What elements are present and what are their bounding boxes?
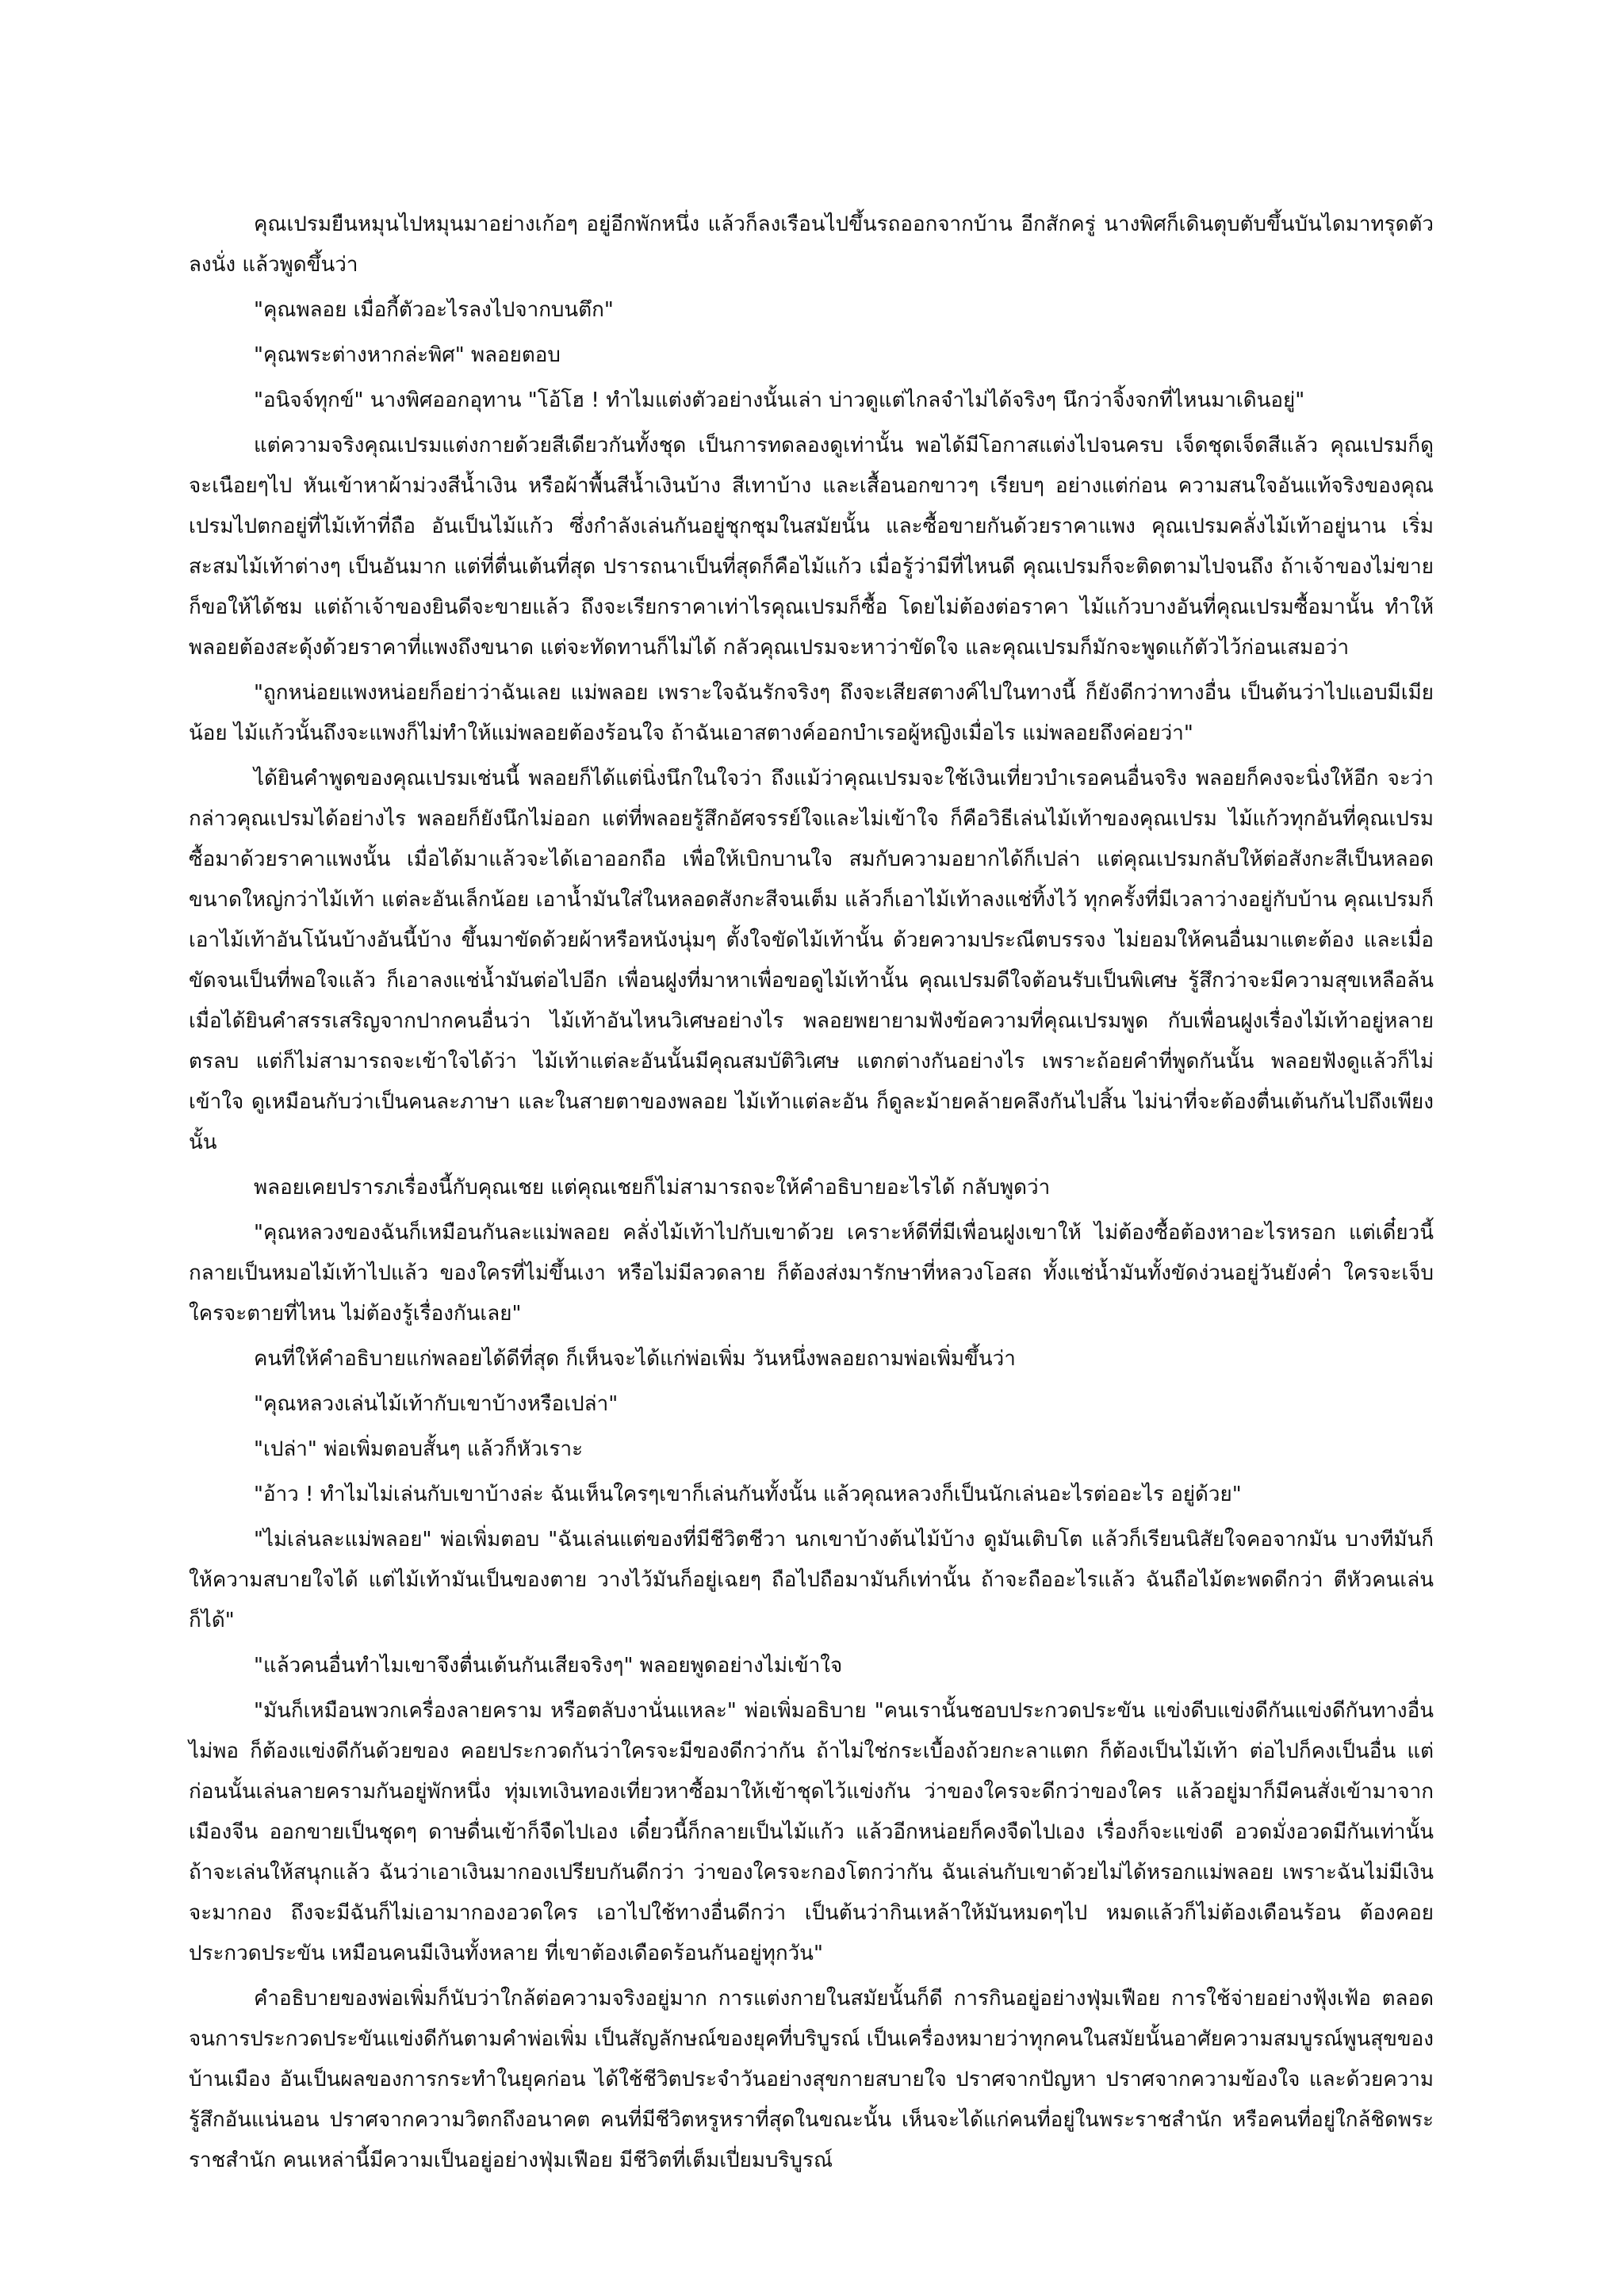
paragraph-11: "คุณหลวงเล่นไม้เท้ากับเขาบ้างหรือเปล่า" [254,1392,619,1416]
paragraph-6: "ถูกหน่อยแพงหน่อยก็อย่าว่าฉันเลย แม่พลอย เพราะใจฉันรักจริงๆ ถึงจะเสียสตางค์ไปในทางนี้ ก็ยังดีกว่าทางอื่น เป็นต้นว่าไปแอบมีเมียน้อย ไม้แก้วนั้นถึงจะแพงก็ไม่ทำให้แม่พลอยต้องร้อนใจ ถ้าฉันเอาสตางค์ออกบำเรอผู้หญิงเมื่อไร แม่พลอยถึงค่อยว่า" [189,681,1434,745]
paragraph-10: คนที่ให้คำอธิบายแก่พลอยได้ดีที่สุด ก็เห็นจะได้แก่พ่อเพิ่ม วันหนึ่งพลอยถามพ่อเพิ่มขึ้นว่า [254,1347,1016,1371]
paragraph-3: "คุณพระต่างหากล่ะพิศ" พลอยตอบ [254,343,561,367]
paragraph-2: "คุณพลอย เมื่อกี้ตัวอะไรลงไปจากบนตึก" [254,298,614,322]
paragraph-15: "แล้วคนอื่นทำไมเขาจึงตื่นเต้นกันเสียจริงๆ" พลอยพูดอย่างไม่เข้าใจ [254,1654,843,1678]
paragraph-8: พลอยเคยปรารภเรื่องนี้กับคุณเชย แต่คุณเชยก็ไม่สามารถจะให้คำอธิบายอะไรได้ กลับพูดว่า [254,1176,1051,1200]
body-text [189,205,1434,2181]
paragraph-16: "มันก็เหมือนพวกเครื่องลายคราม หรือตลับงานั่นแหละ" พ่อเพิ่มอธิบาย "คนเรานั้นชอบประกวดประขัน แข่งดีบแข่งดีกันแข่งดีกันทางอื่นไม่พอ ก็ต้องแข่งดีกันด้วยของ คอยประกวดกันว่าใครจะมีของดีกว่ากัน ถ้าไม่ใช่กระเบื้องถ้วยกะลาแตก ก็ต้องเป็นไม้เท้า ต่อไปก็คงเป็นอื่น แต่ก่อนนั้นเล่นลายครามกันอยู่พักหนึ่ง ทุ่มเทเงินทองเที่ยวหาซื้อมาให้เข้าชุดไว้แข่งกัน ว่าของใครจะดีกว่าของใคร แล้วอยู่มาก็มีคนสั่งเข้ามาจากเมืองจีน ออกขายเป็นชุดๆ ดาษดื่นเข้าก็จืดไปเอง เดี๋ยวนี้ก็กลายเป็นไม้แก้ว แล้วอีกหน่อยก็คงจืดไปเอง เรื่องก็จะแข่งดี อวดมั่งอวดมีกันเท่านั้น ถ้าจะเล่นให้สนุกแล้ว ฉันว่าเอาเงินมากองเปรียบกันดีกว่า ว่าของใครจะกองโตกว่ากัน ฉันเล่นกับเขาด้วยไม่ได้หรอกแม่พลอย เพราะฉันไม่มีเงินจะมากอง ถึงจะมีฉันก็ไม่เอามากองอวดใคร เอาไปใช้ทางอื่นดีกว่า เป็นต้นว่ากินเหล้าให้มันหมดๆไป หมดแล้วก็ไม่ต้องเดือนร้อน ต้องคอยประกวดประขัน เหมือนคนมีเงินทั้งหลาย ที่เขาต้องเดือดร้อนกันอยู่ทุกวัน" [189,1699,1434,1965]
paragraph-14: "ไม่เล่นละแม่พลอย" พ่อเพิ่มตอบ "ฉันเล่นแต่ของที่มีชีวิตชีวา นกเขาบ้างต้นไม้บ้าง ดูมันเติบโต แล้วก็เรียนนิสัยใจคอจากมัน บางทีมันก็ให้ความสบายใจได้ แต่ไม้เท้ามันเป็นของตาย วางไว้มันก็อยู่เฉยๆ ถือไปถือมามันก็เท่านั้น ถ้าจะถืออะไรแล้ว ฉันถือไม้ตะพดดีกว่า ตีหัวคนเล่นก็ได้" [189,1528,1434,1632]
paragraph-7: ได้ยินคำพูดของคุณเปรมเช่นนี้ พลอยก็ได้แต่นิ่งนึกในใจว่า ถึงแม้ว่าคุณเปรมจะใช้เงินเที่ยวบำเรอคนอื่นจริง พลอยก็คงจะนิ่งให้อีก จะว่ากล่าวคุณเปรมได้อย่างไร พลอยก็ยังนึกไม่ออก แต่ที่พลอยรู้สึกอัศจรรย์ใจและไม่เข้าใจ ก็คือวิธีเล่นไม้เท้าของคุณเปรม ไม้แก้วทุกอันที่คุณเปรมซื้อมาด้วยราคาแพงนั้น เมื่อได้มาแล้วจะได้เอาออกถือ เพื่อให้เบิกบานใจ สมกับความอยากได้ก็เปล่า แต่คุณเปรมกลับให้ต่อสังกะสีเป็นหลอด ขนาดใหญ่กว่าไม้เท้า แต่ละอันเล็กน้อย เอาน้ำมันใส่ในหลอดสังกะสีจนเต็ม แล้วก็เอาไม้เท้าลงแช่ทิ้งไว้ ทุกครั้งที่มีเวลาว่างอยู่กับบ้าน คุณเปรมก็เอาไม้เท้าอันโน้นบ้างอันนี้บ้าง ขึ้นมาขัดด้วยผ้าหรือหนังนุ่มๆ ตั้งใจขัดไม้เท้านั้น ด้วยความประณีตบรรจง ไม่ยอมให้คนอื่นมาแตะต้อง และเมื่อขัดจนเป็นที่พอใจแล้ว ก็เอาลงแช่น้ำมันต่อไปอีก เพื่อนฝูงที่มาหาเพื่อขอดูไม้เท้านั้น คุณเปรมดีใจต้อนรับเป็นพิเศษ รู้สึกว่าจะมีความสุขเหลือล้น เมื่อได้ยินคำสรรเสริญจากปากคนอื่นว่า ไม้เท้าอันไหนวิเศษอย่างไร พลอยพยายามฟังข้อความที่คุณเปรมพูด กับเพื่อนฝูงเรื่องไม้เท้าอยู่หลายตรลบ แต่ก็ไม่สามารถจะเข้าใจได้ว่า ไม้เท้าแต่ละอันนั้นมีคุณสมบัติวิเศษ แตกต่างกันอย่างไร เพราะถ้อยคำที่พูดกันนั้น พลอยฟังดูแล้วก็ไม่เข้าใจ ดูเหมือนกับว่าเป็นคนละภาษา และในสายตาของพลอย ไม้เท้าแต่ละอัน ก็ดูละม้ายคล้ายคลึงกันไปสิ้น ไม่น่าที่จะต้องตื่นเต้นกันไปถึงเพียงนั้น [189,767,1434,1154]
paragraph-1: คุณเปรมยืนหมุนไปหมุนมาอย่างเก้อๆ อยู่อีกพักหนึ่ง แล้วก็ลงเรือนไปขึ้นรถออกจากบ้าน อีกสักครู่ นางพิศก็เดินตุบตับขึ้นบันไดมาทรุดตัวลงนั่ง แล้วพูดขึ้นว่า [189,212,1434,277]
paragraph-9: "คุณหลวงของฉันก็เหมือนกันละแม่พลอย คลั่งไม้เท้าไปกับเขาด้วย เคราะห์ดีที่มีเพื่อนฝูงเขาให้ ไม่ต้องซื้อต้องหาอะไรหรอก แต่เดี๋ยวนี้กลายเป็นหมอไม้เท้าไปแล้ว ของใครที่ไม่ขึ้นเงา หรือไม่มีลวดลาย ก็ต้องส่งมารักษาที่หลวงโอสถ ทั้งแช่น้ำมันทั้งขัดง่วนอยู่วันยังค่ำ ใครจะเจ็บใครจะตายที่ไหน ไม่ต้องรู้เรื่องกันเลย" [189,1221,1434,1326]
paragraph-12: "เปล่า" พ่อเพิ่มตอบสั้นๆ แล้วก็หัวเราะ [254,1437,584,1461]
paragraph-4: "อนิจจ์ทุกข์" นางพิศออกอุทาน "โอ้โฮ ! ทำไมแต่งตัวอย่างนั้นเล่า บ่าวดูแต่ไกลจำไม่ได้จริงๆ นึกว่าจิ้งจกที่ไหนมาเดินอยู่" [254,388,1305,412]
paragraph-13: "อ้าว ! ทำไมไม่เล่นกับเขาบ้างล่ะ ฉันเห็นใครๆเขาก็เล่นกันทั้งนั้น แล้วคุณหลวงก็เป็นนักเล่นอะไรต่ออะไร อยู่ด้วย" [254,1483,1242,1506]
paragraph-17: คำอธิบายของพ่อเพิ่มก็นับว่าใกล้ต่อความจริงอยู่มาก การแต่งกายในสมัยนั้นก็ดี การกินอยู่อย่างฟุ่มเฟือย การใช้จ่ายอย่างฟุ้งเฟ้อ ตลอดจนการประกวดประขันแข่งดีกันตามคำพ่อเพิ่ม เป็นสัญลักษณ์ของยุคที่บริบูรณ์ เป็นเครื่องหมายว่าทุกคนในสมัยนั้นอาศัยความสมบูรณ์พูนสุขของบ้านเมือง อันเป็นผลของการกระทำในยุคก่อน ได้ใช้ชีวิตประจำวันอย่างสุขกายสบายใจ ปราศจากปัญหา ปราศจากความข้องใจ และด้วยความรู้สึกอันแน่นอน ปราศจากความวิตกถึงอนาคต คนที่มีชีวิตหรูหราที่สุดในขณะนั้น เห็นจะได้แก่คนที่อยู่ในพระราชสำนัก หรือคนที่อยู่ใกล้ชิดพระราชสำนัก คนเหล่านี้มีความเป็นอยู่อย่างฟุ่มเฟือย มีชีวิตที่เต็มเปี่ยมบริบูรณ์ [189,1987,1434,2172]
paragraph-5: แต่ความจริงคุณเปรมแต่งกายด้วยสีเดียวกันทั้งชุด เป็นการทดลองดูเท่านั้น พอได้มีโอกาสแต่งไปจนครบ เจ็ดชุดเจ็ดสีแล้ว คุณเปรมก็ดูจะเนือยๆไป หันเข้าหาผ้าม่วงสีน้ำเงิน หรือผ้าพื้นสีน้ำเงินบ้าง สีเทาบ้าง และเสื้อนอกขาวๆ เรียบๆ อย่างแต่ก่อน ความสนใจอันแท้จริงของคุณเปรมไปตกอยู่ที่ไม้เท้าที่ถือ อันเป็นไม้แก้ว ซึ่งกำลังเล่นกันอยู่ชุกชุมในสมัยนั้น และซื้อขายกันด้วยราคาแพง คุณเปรมคลั่งไม้เท้าอยู่นาน เริ่มสะสมไม้เท้าต่างๆ เป็นอันมาก แต่ที่ตื่นเต้นที่สุด ปรารถนาเป็นที่สุดก็คือไม้แก้ว เมื่อรู้ว่ามีที่ไหนดี คุณเปรมก็จะติดตามไปจนถึง ถ้าเจ้าของไม่ขายก็ขอให้ได้ชม แต่ถ้าเจ้าของยินดีจะขายแล้ว ถึงจะเรียกราคาเท่าไรคุณเปรมก็ซื้อ โดยไม่ต้องต่อราคา ไม้แก้วบางอันที่คุณเปรมซื้อมานั้น ทำให้พลอยต้องสะดุ้งด้วยราคาที่แพงถึงขนาด แต่จะทัดทานก็ไม่ได้ กลัวคุณเปรมจะหาว่าขัดใจ และคุณเปรมก็มักจะพูดแก้ตัวไว้ก่อนเสมอว่า [189,434,1434,660]
